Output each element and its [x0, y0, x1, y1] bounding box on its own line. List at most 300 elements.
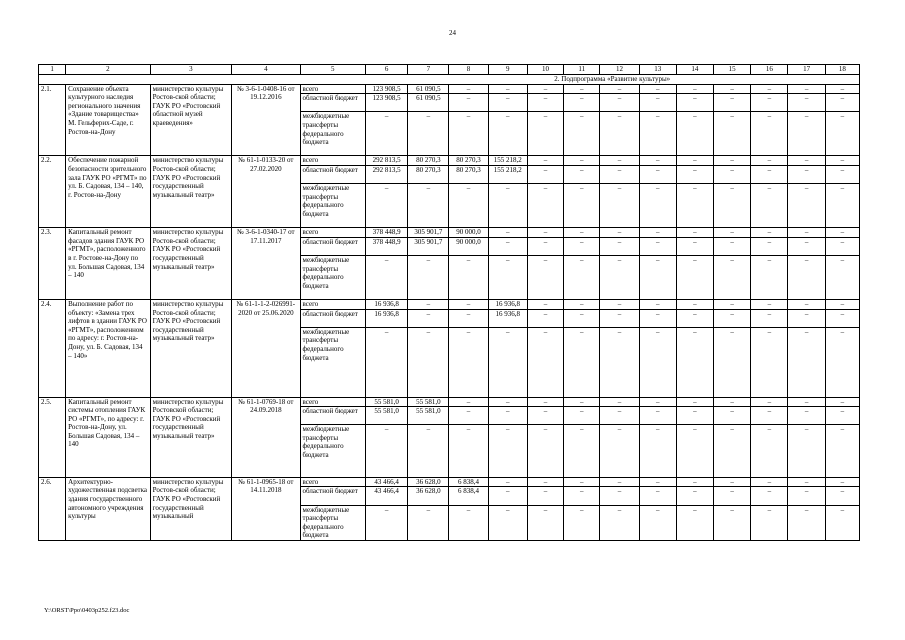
object-name: Обеспечение пожарной безопасности зрительного зала ГАУК РО «РГМТ» по ул. Б. Садовая, 134 – 140, г. Ростов-на-Дону — [66, 156, 151, 228]
empty-year-cell: – — [564, 165, 600, 183]
empty-year-cell: – — [527, 425, 563, 478]
empty-year-cell: – — [825, 407, 859, 425]
empty-year-cell: – — [527, 255, 563, 299]
expertise-document: № 3-6-1-0340-17 от 17.11.2017 — [232, 228, 300, 300]
program-table — [38, 64, 860, 541]
empty-year-cell: – — [825, 165, 859, 183]
amount-cell: – — [408, 309, 449, 327]
table-row — [39, 84, 860, 94]
amount-cell: 155 218,2 — [488, 165, 527, 183]
empty-year-cell: – — [788, 309, 825, 327]
empty-year-cell: – — [676, 397, 713, 407]
empty-year-cell: – — [600, 407, 639, 425]
empty-year-cell: – — [788, 156, 825, 166]
column-number-cell: 15 — [714, 65, 751, 75]
empty-year-cell: – — [600, 477, 639, 487]
empty-year-cell: – — [639, 184, 676, 228]
empty-year-cell: – — [788, 228, 825, 238]
column-number-cell: 10 — [527, 65, 563, 75]
empty-year-cell: – — [600, 255, 639, 299]
empty-year-cell: – — [564, 255, 600, 299]
empty-year-cell: – — [751, 505, 788, 540]
empty-year-cell: – — [825, 255, 859, 299]
empty-year-cell: – — [639, 487, 676, 505]
funding-source: всего — [300, 84, 365, 94]
empty-year-cell: – — [788, 165, 825, 183]
empty-year-cell: – — [751, 84, 788, 94]
column-number-cell: 11 — [564, 65, 600, 75]
empty-year-cell: – — [714, 505, 751, 540]
funding-source: всего — [300, 299, 365, 309]
executor: министерство культуры Ростов-ской области; ГАУК РО «Ростовский государственный музыкальный — [150, 477, 231, 540]
column-number-cell: 13 — [639, 65, 676, 75]
executor: министерство культуры Ростов-ской области; ГАУК РО «Ростовский государственный музыкальный театр» — [150, 299, 231, 397]
empty-year-cell: – — [788, 487, 825, 505]
amount-cell: – — [449, 505, 488, 540]
amount-cell: 305 901,7 — [408, 228, 449, 238]
empty-year-cell: – — [825, 228, 859, 238]
empty-year-cell: – — [714, 407, 751, 425]
empty-year-cell: – — [714, 425, 751, 478]
empty-year-cell: – — [714, 327, 751, 397]
amount-cell: – — [488, 112, 527, 156]
amount-cell: – — [488, 327, 527, 397]
empty-year-cell: – — [676, 505, 713, 540]
column-number-cell: 17 — [788, 65, 825, 75]
empty-year-cell: – — [714, 156, 751, 166]
amount-cell: – — [408, 327, 449, 397]
empty-year-cell: – — [751, 165, 788, 183]
empty-year-cell: – — [676, 299, 713, 309]
empty-year-cell: – — [527, 505, 563, 540]
empty-year-cell: – — [676, 255, 713, 299]
row-number: 2.4. — [39, 299, 66, 397]
amount-cell: 61 090,5 — [408, 84, 449, 94]
empty-year-cell: – — [714, 299, 751, 309]
empty-year-cell: – — [751, 156, 788, 166]
amount-cell: 55 581,0 — [408, 407, 449, 425]
subprogram-row — [39, 75, 860, 85]
empty-year-cell: – — [751, 228, 788, 238]
amount-cell: – — [449, 397, 488, 407]
file-path-footer: Y:\ORST\Ppo\0403p252.f23.doc — [44, 607, 130, 614]
empty-year-cell: – — [600, 487, 639, 505]
empty-year-cell: – — [676, 184, 713, 228]
amount-cell: 378 448,9 — [365, 228, 407, 238]
amount-cell: 123 908,5 — [365, 94, 407, 112]
table-row — [39, 156, 860, 166]
empty-year-cell: – — [527, 237, 563, 255]
amount-cell: 55 581,0 — [365, 397, 407, 407]
empty-year-cell: – — [751, 309, 788, 327]
empty-year-cell: – — [527, 184, 563, 228]
empty-year-cell: – — [825, 156, 859, 166]
amount-cell: – — [449, 309, 488, 327]
column-number-cell: 1 — [39, 65, 66, 75]
empty-year-cell: – — [676, 477, 713, 487]
empty-year-cell: – — [564, 228, 600, 238]
empty-year-cell: – — [676, 84, 713, 94]
executor: министерство культуры Ростовской области; ГАУК РО «Ростовский государственный музыкальный театр» — [150, 397, 231, 477]
empty-year-cell: – — [825, 425, 859, 478]
empty-year-cell: – — [564, 505, 600, 540]
column-number-cell: 3 — [150, 65, 231, 75]
empty-year-cell: – — [714, 477, 751, 487]
amount-cell: – — [488, 237, 527, 255]
empty-year-cell: – — [527, 165, 563, 183]
amount-cell: – — [408, 255, 449, 299]
empty-year-cell: – — [639, 255, 676, 299]
funding-source: межбюджетные трансферты федерального бюджета — [300, 425, 365, 478]
empty-year-cell: – — [639, 156, 676, 166]
empty-year-cell: – — [527, 487, 563, 505]
row-number: 2.3. — [39, 228, 66, 300]
empty-year-cell: – — [564, 156, 600, 166]
funding-source: межбюджетные трансферты федерального бюджета — [300, 255, 365, 299]
empty-year-cell: – — [714, 309, 751, 327]
amount-cell: – — [488, 425, 527, 478]
empty-year-cell: – — [600, 112, 639, 156]
empty-year-cell: – — [751, 425, 788, 478]
empty-year-cell: – — [639, 237, 676, 255]
empty-year-cell: – — [600, 228, 639, 238]
empty-year-cell: – — [639, 397, 676, 407]
empty-year-cell: – — [564, 487, 600, 505]
subprogram-title: 2. Подпрограмма «Развитие культуры» — [365, 75, 859, 85]
empty-year-cell: – — [751, 397, 788, 407]
column-number-row — [39, 65, 860, 75]
column-number-cell: 7 — [408, 65, 449, 75]
amount-cell: 378 448,9 — [365, 237, 407, 255]
funding-source: межбюджетные трансферты федерального бюджета — [300, 505, 365, 540]
empty-year-cell: – — [825, 299, 859, 309]
empty-year-cell: – — [564, 309, 600, 327]
empty-year-cell: – — [564, 84, 600, 94]
empty-year-cell: – — [825, 327, 859, 397]
amount-cell: – — [449, 94, 488, 112]
amount-cell: 6 838,4 — [449, 487, 488, 505]
amount-cell: 61 090,5 — [408, 94, 449, 112]
amount-cell: 90 000,0 — [449, 237, 488, 255]
empty-year-cell: – — [676, 112, 713, 156]
executor: министерство культуры Ростов-ской области; ГАУК РО «Ростовский государственный музыкальный театр» — [150, 156, 231, 228]
amount-cell: 16 936,8 — [365, 299, 407, 309]
empty-year-cell: – — [714, 487, 751, 505]
empty-year-cell: – — [714, 237, 751, 255]
empty-year-cell: – — [600, 184, 639, 228]
empty-year-cell: – — [639, 165, 676, 183]
empty-year-cell: – — [788, 84, 825, 94]
empty-year-cell: – — [639, 309, 676, 327]
empty-year-cell: – — [714, 112, 751, 156]
empty-year-cell: – — [714, 397, 751, 407]
empty-year-cell: – — [639, 327, 676, 397]
empty-year-cell: – — [564, 112, 600, 156]
empty-year-cell: – — [788, 94, 825, 112]
funding-source: всего — [300, 397, 365, 407]
funding-source: областной бюджет — [300, 237, 365, 255]
empty-year-cell: – — [600, 156, 639, 166]
empty-year-cell: – — [527, 94, 563, 112]
amount-cell: 155 218,2 — [488, 156, 527, 166]
empty-year-cell: – — [639, 112, 676, 156]
empty-year-cell: – — [600, 94, 639, 112]
empty-year-cell: – — [639, 94, 676, 112]
empty-year-cell: – — [825, 237, 859, 255]
column-number-cell: 5 — [300, 65, 365, 75]
funding-source: межбюджетные трансферты федерального бюджета — [300, 112, 365, 156]
expertise-document: № 61-1-0965-18 от 14.11.2018 — [232, 477, 300, 540]
column-number-cell: 18 — [825, 65, 859, 75]
amount-cell: – — [365, 425, 407, 478]
empty-year-cell: – — [639, 228, 676, 238]
empty-year-cell: – — [751, 255, 788, 299]
empty-year-cell: – — [564, 299, 600, 309]
empty-year-cell: – — [788, 112, 825, 156]
empty-year-cell: – — [825, 505, 859, 540]
empty-year-cell: – — [676, 94, 713, 112]
empty-year-cell: – — [527, 309, 563, 327]
empty-year-cell: – — [600, 165, 639, 183]
amount-cell: 55 581,0 — [408, 397, 449, 407]
amount-cell: – — [449, 112, 488, 156]
amount-cell: 43 466,4 — [365, 477, 407, 487]
empty-year-cell: – — [676, 156, 713, 166]
empty-year-cell: – — [527, 228, 563, 238]
executor: министерство культуры Ростов-ской области; ГАУК РО «Ростовский государственный музыкальный театр» — [150, 228, 231, 300]
empty-year-cell: – — [788, 477, 825, 487]
table-row — [39, 397, 860, 407]
empty-year-cell: – — [527, 477, 563, 487]
amount-cell: – — [408, 184, 449, 228]
empty-year-cell: – — [600, 84, 639, 94]
amount-cell: 43 466,4 — [365, 487, 407, 505]
amount-cell: – — [408, 299, 449, 309]
amount-cell: – — [488, 505, 527, 540]
empty-year-cell: – — [639, 84, 676, 94]
row-number: 2.5. — [39, 397, 66, 477]
funding-source: областной бюджет — [300, 407, 365, 425]
amount-cell: – — [488, 184, 527, 228]
empty-year-cell: – — [825, 112, 859, 156]
empty-year-cell: – — [676, 487, 713, 505]
empty-year-cell: – — [600, 505, 639, 540]
empty-year-cell: – — [751, 184, 788, 228]
empty-year-cell: – — [714, 255, 751, 299]
empty-year-cell: – — [825, 477, 859, 487]
empty-year-cell: – — [600, 299, 639, 309]
empty-year-cell: – — [527, 299, 563, 309]
amount-cell: – — [365, 505, 407, 540]
amount-cell: 16 936,8 — [488, 299, 527, 309]
amount-cell: – — [488, 477, 527, 487]
empty-year-cell: – — [600, 425, 639, 478]
empty-year-cell: – — [825, 309, 859, 327]
amount-cell: – — [488, 228, 527, 238]
amount-cell: 6 838,4 — [449, 477, 488, 487]
empty-year-cell: – — [825, 94, 859, 112]
funding-source: всего — [300, 156, 365, 166]
column-number-cell: 9 — [488, 65, 527, 75]
empty-year-cell: – — [788, 184, 825, 228]
expertise-document: № 3-6-1-0408-16 от 19.12.2016 — [232, 84, 300, 156]
empty-year-cell: – — [676, 327, 713, 397]
amount-cell: 16 936,8 — [488, 309, 527, 327]
amount-cell: – — [365, 255, 407, 299]
amount-cell: 292 813,5 — [365, 165, 407, 183]
amount-cell: 55 581,0 — [365, 407, 407, 425]
empty-year-cell: – — [639, 477, 676, 487]
empty-year-cell: – — [564, 397, 600, 407]
amount-cell: – — [488, 487, 527, 505]
empty-year-cell: – — [564, 184, 600, 228]
empty-year-cell: – — [788, 327, 825, 397]
amount-cell: 36 628,0 — [408, 487, 449, 505]
funding-source: областной бюджет — [300, 165, 365, 183]
table-row — [39, 477, 860, 487]
empty-year-cell: – — [600, 327, 639, 397]
funding-source: областной бюджет — [300, 487, 365, 505]
column-number-cell: 16 — [751, 65, 788, 75]
empty-year-cell: – — [788, 425, 825, 478]
executor: министерство культуры Ростов-ской области; ГАУК РО «Ростовский областной музей краеведения» — [150, 84, 231, 156]
empty-year-cell: – — [788, 237, 825, 255]
empty-year-cell: – — [527, 327, 563, 397]
amount-cell: – — [449, 84, 488, 94]
empty-year-cell: – — [788, 299, 825, 309]
empty-year-cell: – — [788, 407, 825, 425]
empty-year-cell: – — [639, 407, 676, 425]
amount-cell: – — [365, 327, 407, 397]
empty-year-cell: – — [564, 94, 600, 112]
empty-year-cell: – — [751, 407, 788, 425]
empty-year-cell: – — [676, 407, 713, 425]
empty-year-cell: – — [639, 425, 676, 478]
amount-cell: 16 936,8 — [365, 309, 407, 327]
object-name: Капитальный ремонт системы отопления ГАУК РО «РГМТ», по адресу: г. Ростов-на-Дону, ул. Большая Садовая, 134 – 140 — [66, 397, 151, 477]
funding-source: всего — [300, 477, 365, 487]
table-row — [39, 228, 860, 238]
amount-cell: 80 270,3 — [449, 156, 488, 166]
amount-cell: – — [488, 407, 527, 425]
amount-cell: 292 813,5 — [365, 156, 407, 166]
empty-year-cell: – — [564, 425, 600, 478]
amount-cell: – — [449, 425, 488, 478]
empty-year-cell: – — [714, 228, 751, 238]
amount-cell: 123 908,5 — [365, 84, 407, 94]
empty-year-cell: – — [825, 487, 859, 505]
empty-year-cell: – — [751, 299, 788, 309]
amount-cell: – — [449, 407, 488, 425]
empty-year-cell: – — [639, 299, 676, 309]
amount-cell: – — [408, 505, 449, 540]
empty-year-cell: – — [825, 84, 859, 94]
empty-year-cell: – — [564, 477, 600, 487]
empty-year-cell: – — [751, 487, 788, 505]
empty-year-cell: – — [788, 505, 825, 540]
funding-source: всего — [300, 228, 365, 238]
table-row — [39, 299, 860, 309]
empty-year-cell: – — [564, 327, 600, 397]
empty-year-cell: – — [527, 156, 563, 166]
empty-year-cell: – — [751, 327, 788, 397]
empty-year-cell: – — [676, 309, 713, 327]
amount-cell: 90 000,0 — [449, 228, 488, 238]
empty-year-cell: – — [751, 237, 788, 255]
amount-cell: – — [488, 397, 527, 407]
amount-cell: 36 628,0 — [408, 477, 449, 487]
row-number: 2.2. — [39, 156, 66, 228]
amount-cell: – — [449, 255, 488, 299]
empty-year-cell: – — [751, 112, 788, 156]
empty-year-cell: – — [639, 505, 676, 540]
empty-year-cell: – — [676, 228, 713, 238]
empty-year-cell: – — [714, 184, 751, 228]
empty-year-cell: – — [527, 397, 563, 407]
row-number: 2.1. — [39, 84, 66, 156]
row-number: 2.6. — [39, 477, 66, 540]
empty-year-cell: – — [714, 165, 751, 183]
object-name: Архитектурно-художественная подсветка здания государственного автономного учреждения культуры — [66, 477, 151, 540]
empty-year-cell: – — [564, 237, 600, 255]
amount-cell: 305 901,7 — [408, 237, 449, 255]
empty-year-cell: – — [751, 94, 788, 112]
empty-year-cell: – — [600, 309, 639, 327]
empty-year-cell: – — [788, 397, 825, 407]
object-name: Сохранение объекта культурного наследия регионального значения «Здание товарищества» М. Гельферих-Саде, г. Ростов-на-Дону — [66, 84, 151, 156]
funding-source: областной бюджет — [300, 309, 365, 327]
empty-year-cell: – — [676, 165, 713, 183]
column-number-cell: 4 — [232, 65, 300, 75]
amount-cell: – — [449, 299, 488, 309]
amount-cell: 80 270,3 — [449, 165, 488, 183]
expertise-document: № 61-1-0133-20 от 27.02.2020 — [232, 156, 300, 228]
amount-cell: – — [408, 112, 449, 156]
amount-cell: – — [408, 425, 449, 478]
empty-year-cell: – — [527, 407, 563, 425]
empty-year-cell: – — [751, 477, 788, 487]
expertise-document: № 61-1-1-2-026991-2020 от 25.06.2020 — [232, 299, 300, 397]
empty-year-cell: – — [788, 255, 825, 299]
empty-year-cell: – — [825, 184, 859, 228]
empty-year-cell: – — [600, 397, 639, 407]
column-number-cell: 14 — [676, 65, 713, 75]
amount-cell: 80 270,3 — [408, 165, 449, 183]
amount-cell: – — [488, 84, 527, 94]
column-number-cell: 8 — [449, 65, 488, 75]
amount-cell: – — [365, 184, 407, 228]
empty-year-cell: – — [676, 237, 713, 255]
object-name: Капитальный ремонт фасадов здания ГАУК РО «РГМТ», расположенного в г. Ростове-на-Дону по ул. Большая Садовая, 134 – 140 — [66, 228, 151, 300]
amount-cell: – — [488, 94, 527, 112]
empty-year-cell: – — [527, 112, 563, 156]
amount-cell: – — [449, 327, 488, 397]
empty-year-cell: – — [676, 425, 713, 478]
funding-source: межбюджетные трансферты федерального бюджета — [300, 327, 365, 397]
funding-source: межбюджетные трансферты федерального бюджета — [300, 184, 365, 228]
empty-year-cell: – — [714, 94, 751, 112]
empty-year-cell: – — [564, 407, 600, 425]
empty-year-cell: – — [825, 397, 859, 407]
empty-year-cell: – — [600, 237, 639, 255]
column-number-cell: 6 — [365, 65, 407, 75]
column-number-cell: 12 — [600, 65, 639, 75]
amount-cell: – — [365, 112, 407, 156]
empty-year-cell: – — [527, 84, 563, 94]
amount-cell: 80 270,3 — [408, 156, 449, 166]
amount-cell: – — [488, 255, 527, 299]
page-number: 24 — [449, 29, 456, 37]
